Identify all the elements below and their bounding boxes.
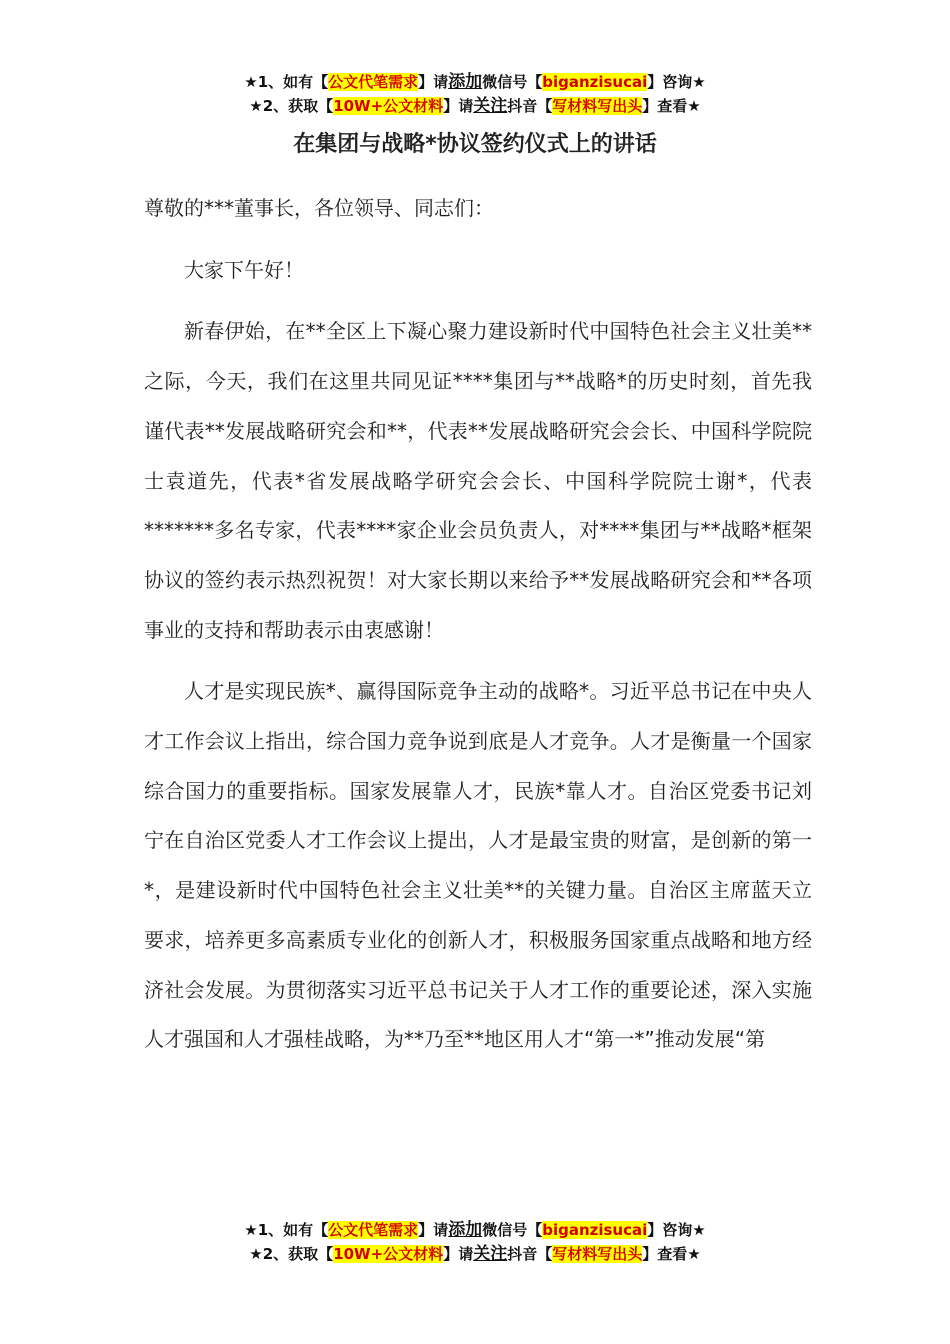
- highlight-douyin: 写材料写出头: [552, 1245, 643, 1263]
- banner-text: 微信号【: [482, 1221, 543, 1239]
- footer-banner: [0, 1218, 950, 1266]
- salutation: 尊敬的***董事长，各位领导、同志们：: [144, 196, 494, 220]
- banner-line-1: [0, 1218, 950, 1242]
- highlight-service: 公文代笔需求: [328, 1221, 419, 1239]
- highlight-wechat-id: biganzisucai: [542, 73, 648, 91]
- banner-text: 抖音【: [507, 1245, 553, 1263]
- paragraph-opening: 新春伊始，在**全区上下凝心聚力建设新时代中国特色社会主义壮美**之际，今天，我们在这里共同见证****集团与**战略*的历史时刻，首先我谨代表**发展战略研究会和**，代表**发展战略研究会会长、中国科学院院士袁道先，代表*省发展战略学研究会会长、中国科学院院士谢*，代表*******多名专家，代表****家企业会员负责人，对****集团与**战略*框架协议的签约表示热烈祝贺！对大家长期以来给予**发展战略研究会和**各项事业的支持和帮助表示由衷感谢！: [144, 319, 812, 642]
- banner-text: 】咨询★: [647, 1221, 706, 1239]
- banner-text: 抖音【: [507, 97, 553, 115]
- emphasis-follow: 关注: [473, 96, 508, 116]
- highlight-douyin: 写材料写出头: [552, 97, 643, 115]
- banner-line-1: [0, 70, 950, 94]
- highlight-service: 公文代笔需求: [328, 73, 419, 91]
- banner-text: 】咨询★: [647, 73, 706, 91]
- paragraph-talent: 人才是实现民族*、赢得国际竞争主动的战略*。习近平总书记在中央人才工作会议上指出，综合国力竞争说到底是人才竞争。人才是衡量一个国家综合国力的重要指标。国家发展靠人才，民族*靠人才。自治区党委书记刘宁在自治区党委人才工作会议上提出，人才是最宝贵的财富，是创新的第一*，是建设新时代中国特色社会主义壮美**的关键力量。自治区主席蓝天立要求，培养更多高素质专业化的创新人才，积极服务国家重点战略和地方经济社会发展。为贯彻落实习近平总书记关于人才工作的重要论述，深入实施人才强国和人才强桂战略，为**乃至**地区用人才“第一*”推动发展“第: [144, 679, 812, 1052]
- banner-text: 微信号【: [482, 73, 543, 91]
- emphasis-add: 添加: [448, 1220, 483, 1240]
- banner-text: 】查看★: [642, 1245, 701, 1263]
- highlight-materials: 10W+公文材料: [333, 97, 444, 115]
- paragraph-greeting: 大家下午好！: [184, 257, 304, 282]
- banner-text: ★2、获取【: [249, 97, 334, 115]
- header-banner: [0, 70, 950, 118]
- highlight-wechat-id: biganzisucai: [542, 1221, 648, 1239]
- banner-text: ★1、如有【: [244, 73, 329, 91]
- banner-text: 】请: [443, 97, 474, 115]
- banner-line-2: [0, 94, 950, 118]
- emphasis-add: 添加: [448, 72, 483, 92]
- banner-text: ★2、获取【: [249, 1245, 334, 1263]
- document-body: [144, 184, 812, 1077]
- document-title: 在集团与战略*协议签约仪式上的讲话: [293, 132, 657, 157]
- highlight-materials: 10W+公文材料: [333, 1245, 444, 1263]
- emphasis-follow: 关注: [473, 1244, 508, 1264]
- banner-text: ★1、如有【: [244, 1221, 329, 1239]
- banner-line-2: [0, 1242, 950, 1266]
- banner-text: 】查看★: [642, 97, 701, 115]
- banner-text: 】请: [418, 1221, 449, 1239]
- banner-text: 】请: [443, 1245, 474, 1263]
- banner-text: 】请: [418, 73, 449, 91]
